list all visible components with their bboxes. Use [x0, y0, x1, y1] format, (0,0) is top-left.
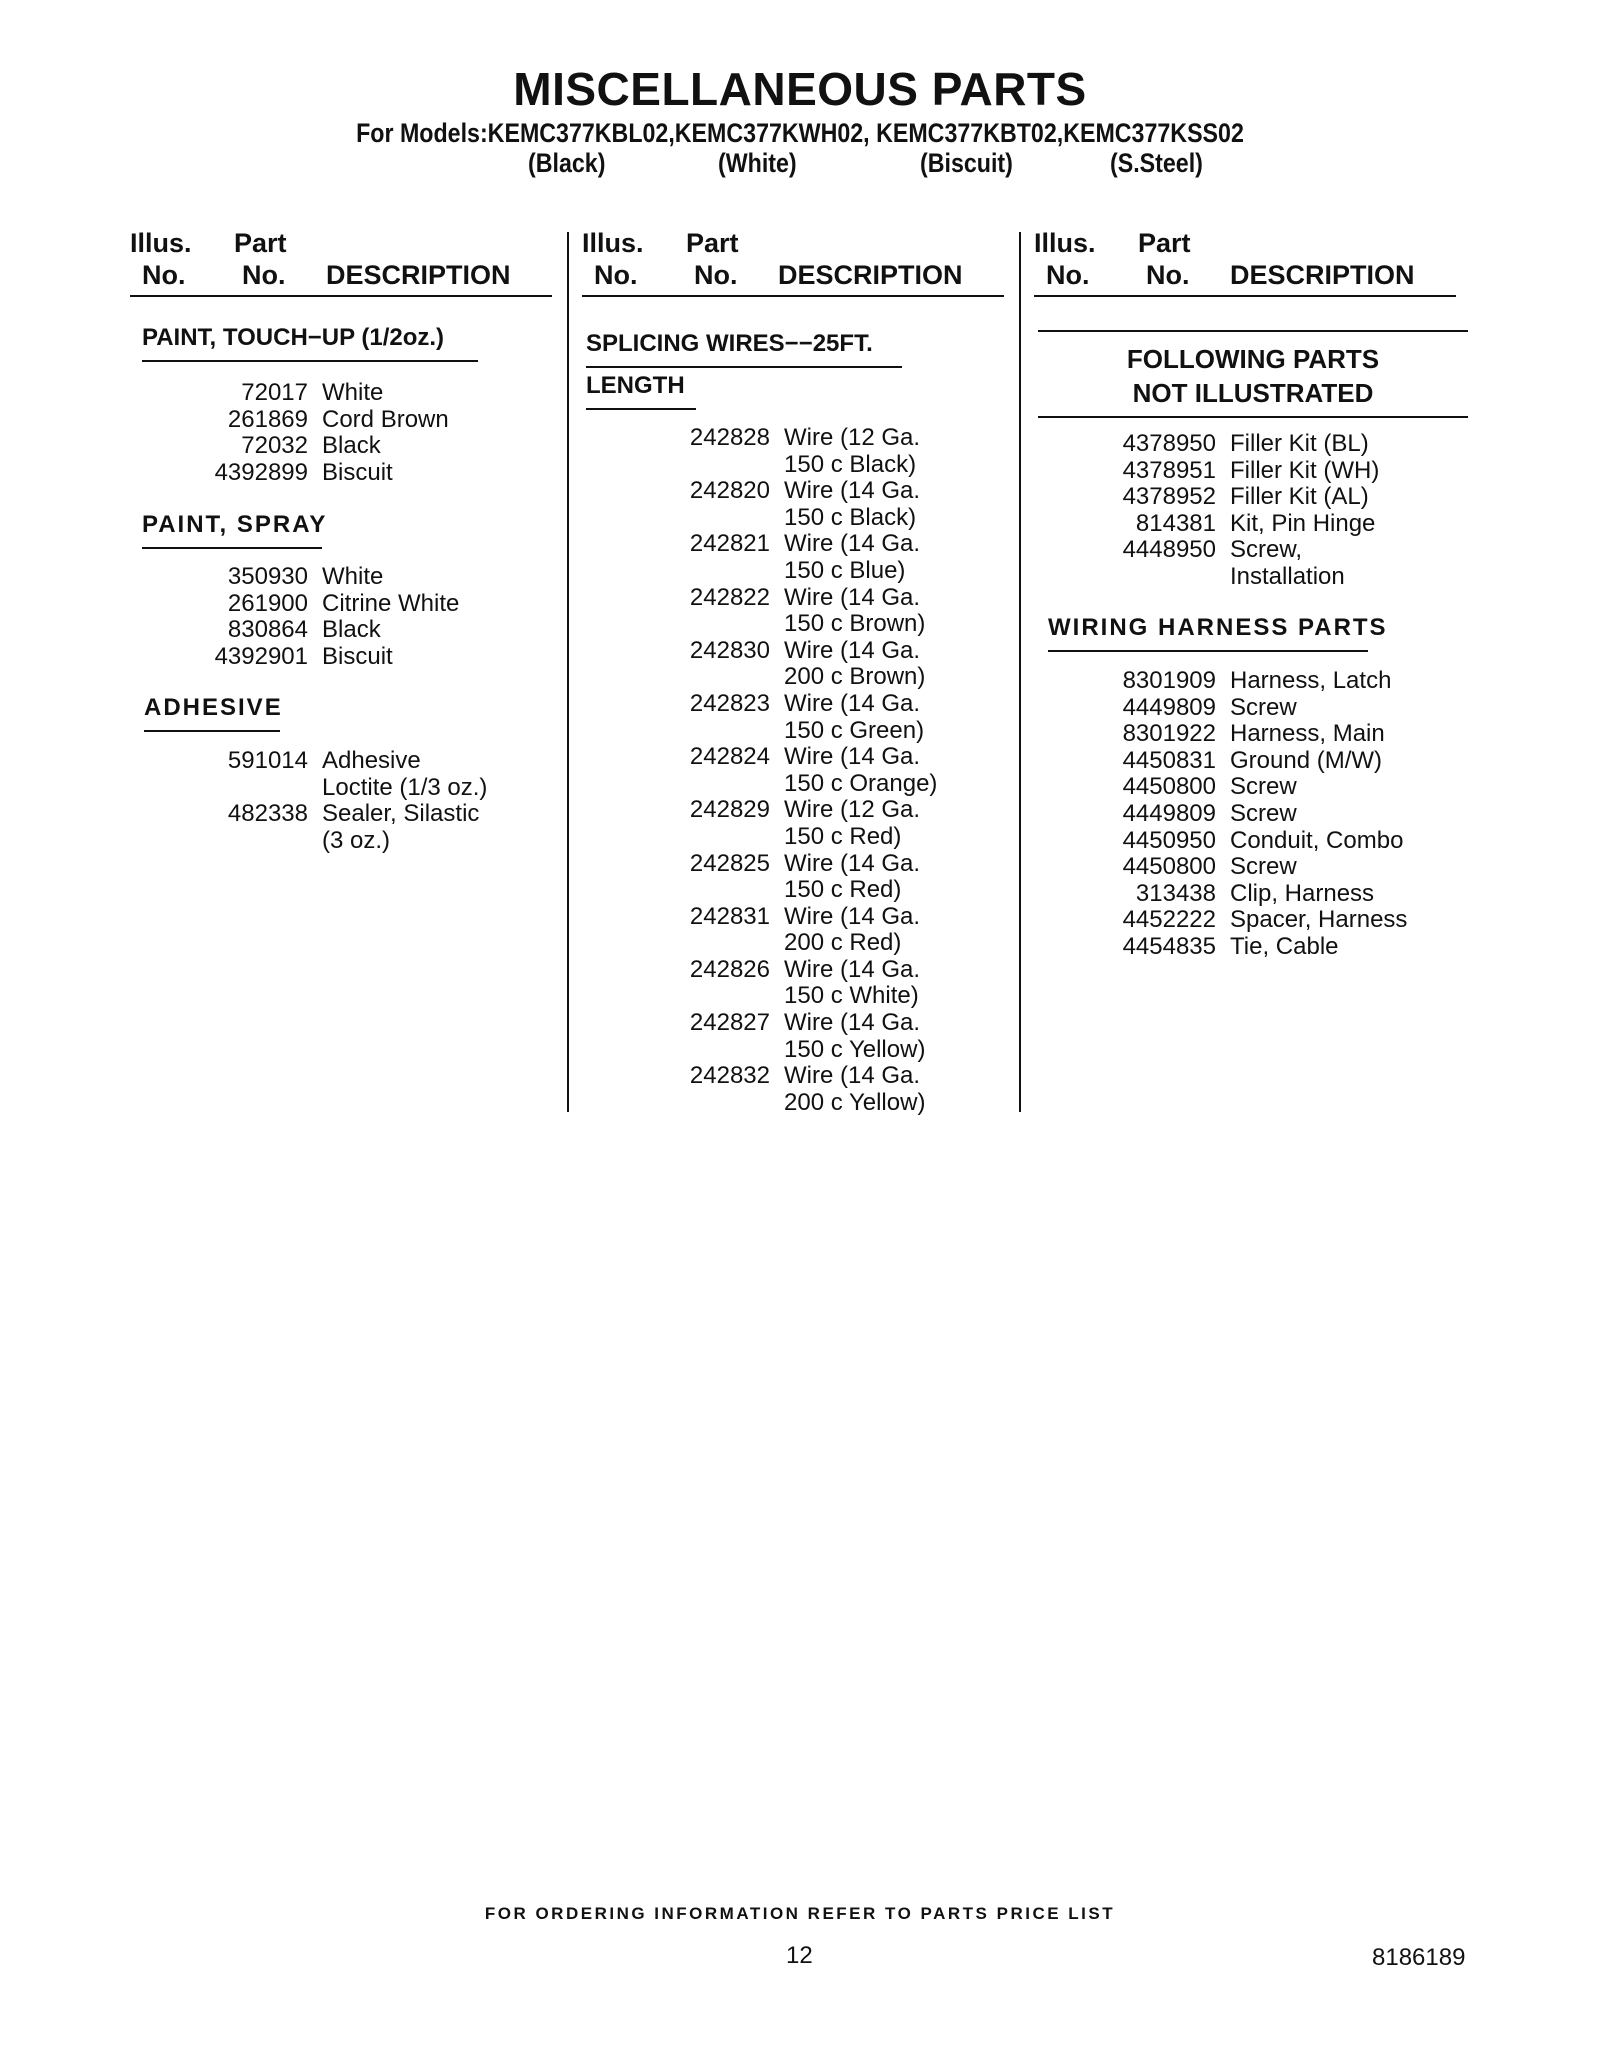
part-row	[660, 585, 937, 638]
description-label: DESCRIPTION	[326, 260, 511, 290]
list-wiring-harness	[1102, 668, 1407, 961]
part-number: 242830	[689, 636, 770, 664]
part-row	[198, 380, 449, 407]
part-description: Filler Kit (WH)	[1230, 456, 1380, 484]
part-description: Wire (14 Ga. 150 c Yellow)	[784, 1009, 926, 1063]
part-number: 4378951	[1122, 456, 1216, 484]
part-row	[660, 531, 937, 584]
part-description: Tie, Cable	[1230, 932, 1339, 960]
part-description: Wire (14 Ga. 200 c Yellow)	[784, 1062, 926, 1116]
color-black: (Black)	[528, 148, 606, 178]
part-description: Wire (12 Ga. 150 c Red)	[784, 796, 921, 850]
part-description: Screw, Installation	[1230, 536, 1345, 590]
column-header-2	[582, 228, 1004, 298]
part-number: 4452222	[1122, 906, 1216, 934]
part-description: Harness, Latch	[1230, 667, 1392, 694]
part-description: Filler Kit (AL)	[1230, 483, 1369, 511]
part-row	[1102, 695, 1407, 722]
models-line: For Models:KEMC377KBL02,KEMC377KWH02, KEMC377KBT02,KEMC377KSS02	[356, 118, 1244, 148]
part-number: 4450800	[1122, 773, 1216, 801]
part-number: 350930	[227, 563, 308, 590]
part-number: 242820	[689, 477, 770, 505]
part-description: Wire (14 Ga. 150 c White)	[784, 955, 921, 1010]
part-description: Wire (14 Ga. 200 c Brown)	[784, 636, 926, 691]
part-label: Part	[686, 228, 739, 258]
section-splicing-length: LENGTH	[586, 372, 696, 410]
part-number: 4450800	[1122, 853, 1216, 881]
part-number: 4448950	[1122, 536, 1216, 564]
header-rule	[130, 295, 552, 297]
part-number: 242829	[689, 796, 770, 824]
part-description: Conduit, Combo	[1230, 826, 1404, 854]
part-row	[660, 797, 937, 850]
illus-label: Illus.	[582, 228, 644, 258]
color-steel: (S.Steel)	[1110, 148, 1203, 178]
part-description: Screw	[1230, 853, 1297, 881]
document-number: 8186189	[1372, 1944, 1466, 1971]
part-number: 4449809	[1122, 799, 1216, 827]
illus-label: Illus.	[1034, 228, 1096, 258]
illus-label: Illus.	[130, 228, 192, 258]
part-description: Wire (12 Ga. 150 c Black)	[784, 424, 921, 478]
part-number: 261900	[227, 589, 308, 617]
part-row	[1102, 431, 1379, 458]
part-number: 8301909	[1122, 667, 1216, 694]
section-paint-touchup: PAINT, TOUCH−UP (1/2oz.)	[142, 324, 478, 362]
part-number: 830864	[227, 616, 308, 644]
part-number: 482338	[227, 800, 308, 828]
part-row	[198, 748, 487, 801]
column-header-3	[1034, 228, 1456, 298]
part-row	[198, 591, 459, 618]
part-number: 72032	[241, 432, 308, 460]
part-number: 242832	[689, 1062, 770, 1090]
part-number: 4454835	[1122, 932, 1216, 960]
part-row	[198, 564, 459, 591]
illus-no-label: No.	[1046, 260, 1090, 290]
part-row	[660, 638, 937, 691]
description-label: DESCRIPTION	[778, 260, 963, 290]
part-row	[660, 478, 937, 531]
part-number: 242823	[689, 689, 770, 717]
part-number: 4392899	[214, 458, 308, 486]
section-wiring-harness: WIRING HARNESS PARTS	[1048, 614, 1368, 652]
part-description: Wire (14 Ga. 150 c Blue)	[784, 530, 921, 584]
description-label: DESCRIPTION	[1230, 260, 1415, 290]
part-description: Spacer, Harness	[1230, 906, 1408, 934]
part-description: Biscuit	[322, 642, 393, 670]
part-description: Wire (14 Ga. 200 c Red)	[784, 902, 921, 957]
part-row	[1102, 748, 1407, 775]
part-row	[1102, 484, 1379, 511]
part-description: Wire (14 Ga. 150 c Green)	[784, 689, 925, 744]
part-number: 8301922	[1122, 720, 1216, 748]
list-paint-touchup	[198, 380, 449, 486]
part-row	[1102, 721, 1407, 748]
ordering-note: FOR ORDERING INFORMATION REFER TO PARTS PRICE LIST	[484, 1904, 1116, 1923]
part-description: Screw	[1230, 773, 1297, 801]
part-number: 4449809	[1122, 693, 1216, 721]
part-number: 242831	[689, 902, 770, 930]
part-description: Black	[322, 616, 381, 644]
part-number: 242827	[689, 1009, 770, 1037]
part-number: 591014	[227, 747, 308, 774]
list-paint-spray	[198, 564, 459, 670]
part-description: Black	[322, 432, 381, 460]
part-row	[1102, 668, 1407, 695]
part-row	[660, 1010, 937, 1063]
list-adhesive	[198, 748, 487, 854]
part-description: Kit, Pin Hinge	[1230, 509, 1376, 537]
part-row	[660, 851, 937, 904]
column-divider	[567, 232, 569, 1112]
part-number: 4378950	[1122, 430, 1216, 457]
part-no-label: No.	[242, 260, 286, 290]
page-number: 12	[786, 1942, 813, 1969]
part-row	[198, 617, 459, 644]
color-biscuit: (Biscuit)	[920, 148, 1013, 178]
part-no-label: No.	[694, 260, 738, 290]
part-row	[198, 433, 449, 460]
part-description: Wire (14 Ga. 150 c Orange)	[784, 743, 938, 797]
model-colors	[0, 148, 1600, 182]
color-white: (White)	[718, 148, 797, 178]
part-description: Wire (14 Ga. 150 c Brown)	[784, 583, 926, 638]
part-row	[660, 425, 937, 478]
part-description: Screw	[1230, 799, 1297, 827]
part-description: Ground (M/W)	[1230, 746, 1383, 774]
illus-no-label: No.	[594, 260, 638, 290]
part-description: Clip, Harness	[1230, 879, 1375, 907]
part-row	[198, 801, 487, 854]
column-header-1	[130, 228, 552, 298]
part-row	[660, 744, 937, 797]
part-number: 242824	[689, 743, 770, 771]
part-row	[1102, 881, 1407, 908]
header-rule	[1034, 295, 1456, 297]
part-description: Wire (14 Ga. 150 c Black)	[784, 477, 921, 531]
list-not-illustrated	[1102, 431, 1379, 591]
part-row	[1102, 774, 1407, 801]
part-row	[660, 691, 937, 744]
part-row	[660, 1063, 937, 1116]
part-number: 4392901	[214, 642, 308, 670]
section-splicing-wires: SPLICING WIRES−−25FT.	[586, 330, 902, 368]
part-row	[1102, 458, 1379, 485]
part-label: Part	[1138, 228, 1191, 258]
part-number: 72017	[241, 379, 308, 406]
part-description: Sealer, Silastic (3 oz.)	[322, 800, 480, 854]
part-row	[1102, 854, 1407, 881]
part-description: Screw	[1230, 693, 1297, 721]
part-row	[1102, 537, 1379, 590]
part-description: Wire (14 Ga. 150 c Red)	[784, 849, 921, 904]
part-row	[1102, 934, 1407, 961]
part-description: Harness, Main	[1230, 720, 1385, 748]
part-number: 313438	[1135, 879, 1216, 907]
part-number: 242828	[689, 424, 770, 451]
part-description: White	[322, 563, 384, 590]
part-description: Cord Brown	[322, 405, 449, 433]
part-number: 242822	[689, 583, 770, 611]
part-row	[1102, 907, 1407, 934]
part-number: 4450950	[1122, 826, 1216, 854]
page-title: MISCELLANEOUS PARTS	[513, 63, 1087, 115]
part-row	[1102, 801, 1407, 828]
part-row	[198, 644, 459, 671]
column-divider	[1019, 232, 1021, 1112]
part-number: 242826	[689, 955, 770, 983]
part-row	[660, 957, 937, 1010]
part-label: Part	[234, 228, 287, 258]
section-adhesive: ADHESIVE	[144, 694, 280, 732]
part-description: Adhesive Loctite (1/3 oz.)	[322, 747, 488, 801]
part-number: 4378952	[1122, 483, 1216, 511]
part-number: 261869	[227, 405, 308, 433]
part-description: Filler Kit (BL)	[1230, 430, 1369, 457]
part-row	[198, 460, 449, 487]
part-number: 814381	[1135, 509, 1216, 537]
part-description: Citrine White	[322, 589, 460, 617]
not-illustrated-line2: NOT ILLUSTRATED	[1132, 378, 1374, 408]
part-number: 242821	[689, 530, 770, 558]
part-number: 4450831	[1122, 746, 1216, 774]
part-no-label: No.	[1146, 260, 1190, 290]
part-row	[1102, 828, 1407, 855]
part-description: Biscuit	[322, 458, 393, 486]
part-row	[198, 407, 449, 434]
not-illustrated-line1: FOLLOWING PARTS	[1126, 344, 1380, 374]
part-number: 242825	[689, 849, 770, 877]
part-row	[1102, 511, 1379, 538]
list-splicing-wires	[660, 425, 937, 1116]
header-rule	[582, 295, 1004, 297]
illus-no-label: No.	[142, 260, 186, 290]
part-description: White	[322, 379, 384, 406]
section-not-illustrated	[1038, 330, 1468, 418]
part-row	[660, 904, 937, 957]
section-paint-spray: PAINT, SPRAY	[142, 511, 322, 549]
